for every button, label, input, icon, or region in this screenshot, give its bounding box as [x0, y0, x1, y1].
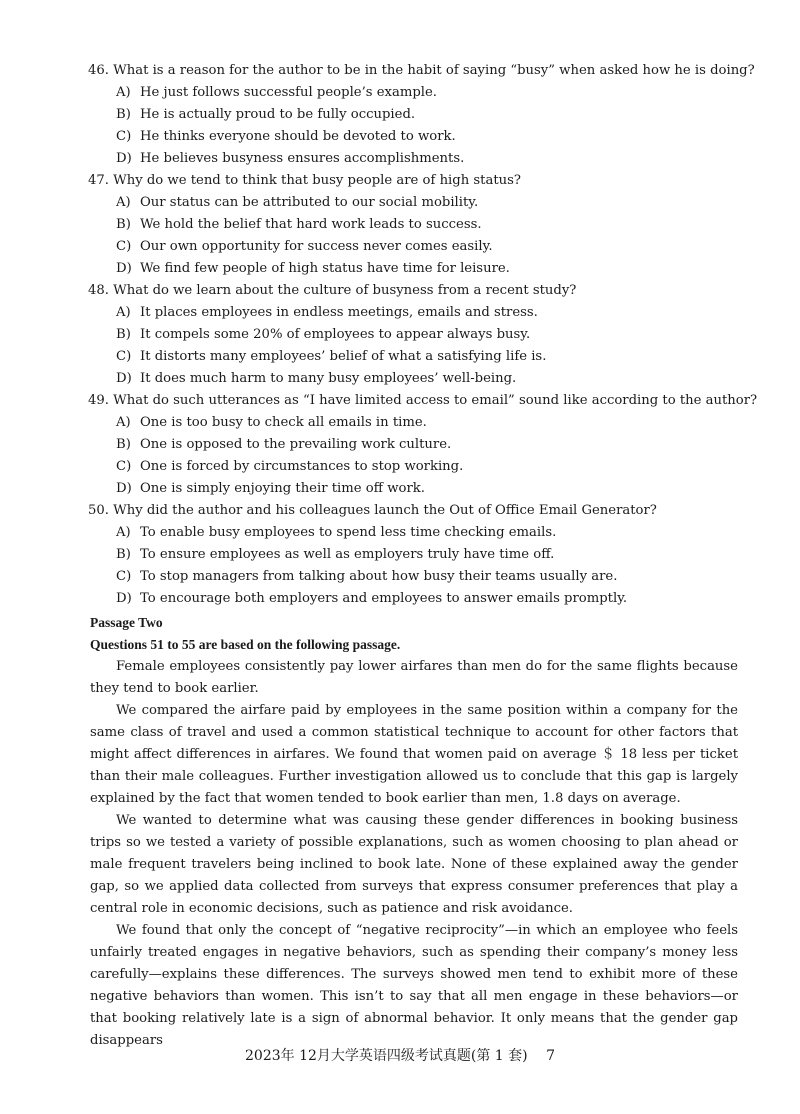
option-label: C)	[116, 129, 132, 144]
option-b	[90, 544, 750, 566]
option-text: One is forced by circumstances to stop working.	[140, 459, 464, 474]
question-stem: 48. What do we learn about the culture of busyness from a recent study?	[88, 283, 577, 298]
question-47	[90, 170, 750, 280]
option-label: C)	[116, 569, 132, 584]
option-text: Our status can be attributed to our social mobility.	[140, 195, 479, 210]
option-a	[90, 412, 750, 434]
option-a	[90, 82, 750, 104]
passage-paragraph: We compared the airfare paid by employees in the same position within a company for the same class of travel and used a common statistical technique to account for other factors that might affect differences in airfares. We found that women paid on average ＄ 18 less per ticket than their male colleagues. Further investigation allowed us to conclude that this gap is largely explained by the fact that women tended to book earlier than men, 1.8 days on average.	[90, 703, 738, 806]
option-d	[90, 368, 750, 390]
option-b	[90, 324, 750, 346]
question-stem: 46. What is a reason for the author to be in the habit of saying “busy” when asked how he is doing?	[88, 63, 755, 78]
option-label: C)	[116, 459, 132, 474]
option-text: To encourage both employers and employees to answer emails promptly.	[140, 591, 628, 606]
option-label: D)	[116, 371, 132, 386]
option-label: B)	[116, 327, 131, 342]
option-text: It does much harm to many busy employees’ well-being.	[140, 371, 517, 386]
option-label: A)	[116, 305, 131, 320]
option-text: We hold the belief that hard work leads to success.	[140, 217, 482, 232]
option-b	[90, 104, 750, 126]
option-text: He just follows successful people’s example.	[140, 85, 438, 100]
option-d	[90, 588, 750, 610]
passage-paragraph: We found that only the concept of “negative reciprocity”—in which an employee who feels unfairly treated engages in negative behaviors, such as spending their company’s money less carefully—explains these differences. The surveys showed men tend to exhibit more of these negative behaviors than women. This isn’t to say that all men engage in these behaviors—or that booking relatively late is a sign of abnormal behavior. It only means that the gender gap disappears	[90, 923, 738, 1048]
option-label: D)	[116, 591, 132, 606]
option-text: We find few people of high status have time for leisure.	[140, 261, 510, 276]
option-c	[90, 346, 750, 368]
passage-instructions: Questions 51 to 55 are based on the following passage.	[90, 637, 401, 652]
option-d	[90, 258, 750, 280]
option-label: B)	[116, 107, 131, 122]
option-d	[90, 148, 750, 170]
option-text: To stop managers from talking about how busy their teams usually are.	[140, 569, 618, 584]
option-text: It distorts many employees’ belief of what a satisfying life is.	[140, 349, 547, 364]
option-c	[90, 236, 750, 258]
question-49	[88, 390, 758, 500]
question-stem: 49. What do such utterances as “I have limited access to email” sound like according to the author?	[88, 393, 758, 408]
option-a	[90, 302, 750, 324]
option-label: A)	[116, 195, 131, 210]
option-text: Our own opportunity for success never comes easily.	[140, 239, 493, 254]
option-label: D)	[116, 261, 132, 276]
option-text: One is simply enjoying their time off work.	[140, 481, 425, 496]
option-text: One is opposed to the prevailing work culture.	[140, 437, 452, 452]
option-text: To enable busy employees to spend less time checking emails.	[140, 525, 557, 540]
option-label: B)	[116, 217, 131, 232]
option-b	[90, 434, 750, 456]
option-label: C)	[116, 349, 132, 364]
option-label: D)	[116, 151, 132, 166]
passage-paragraph: We wanted to determine what was causing these gender differences in booking business trips so we tested a variety of possible explanations, such as women choosing to plan ahead or male frequent travelers being inclined to book late. None of these explained away the gender gap, so we applied data collected from surveys that express consumer preferences that play a central role in economic decisions, such as patience and risk avoidance.	[90, 813, 738, 916]
passage-title: Passage Two	[90, 615, 163, 630]
option-c	[90, 126, 750, 148]
option-a	[90, 192, 750, 214]
option-text: He believes busyness ensures accomplishments.	[140, 151, 465, 166]
option-c	[90, 566, 750, 588]
option-label: C)	[116, 239, 132, 254]
option-text: He thinks everyone should be devoted to work.	[140, 129, 456, 144]
question-stem: 47. Why do we tend to think that busy people are of high status?	[88, 173, 521, 188]
passage-body	[90, 656, 738, 1052]
option-d	[90, 478, 750, 500]
option-label: A)	[116, 525, 131, 540]
option-text: To ensure employees as well as employers truly have time off.	[140, 547, 555, 562]
option-label: D)	[116, 481, 132, 496]
option-b	[90, 214, 750, 236]
option-text: It places employees in endless meetings, emails and stress.	[140, 305, 538, 320]
option-label: B)	[116, 437, 131, 452]
page-footer: 2023年 12月大学英语四级考试真题(第 1 套) 7	[245, 1048, 555, 1064]
question-48	[90, 280, 750, 390]
passage-paragraph: Female employees consistently pay lower airfares than men do for the same flights because they tend to book earlier.	[90, 659, 738, 696]
question-46	[88, 60, 755, 170]
option-text: It compels some 20% of employees to appear always busy.	[140, 327, 531, 342]
option-text: He is actually proud to be fully occupied.	[140, 107, 416, 122]
question-list	[88, 60, 758, 610]
question-stem: 50. Why did the author and his colleagues launch the Out of Office Email Generator?	[88, 503, 657, 518]
option-a	[90, 522, 750, 544]
option-label: B)	[116, 547, 131, 562]
option-c	[90, 456, 750, 478]
question-50	[90, 500, 750, 610]
option-label: A)	[116, 415, 131, 430]
option-text: One is too busy to check all emails in time.	[140, 415, 427, 430]
option-label: A)	[116, 85, 131, 100]
